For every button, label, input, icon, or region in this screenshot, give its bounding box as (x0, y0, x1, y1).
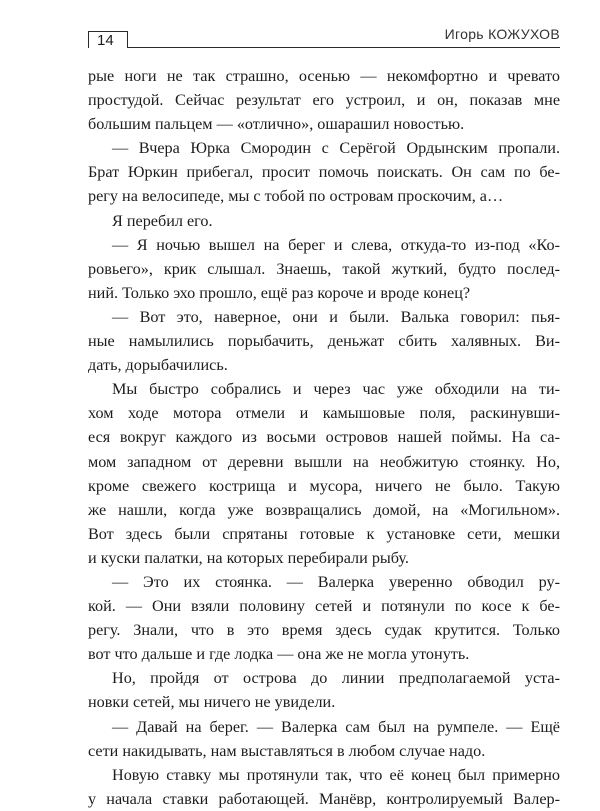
text-line: мом западном от деревни вышли на необжитую стоянку. Но, (88, 452, 560, 471)
text-line: дать, дорыбачились. (88, 356, 228, 375)
paragraph (88, 377, 560, 570)
text-line: ровьего», крик слышал. Знаешь, такой жуткий, будто послед- (88, 259, 560, 278)
text-line: сети накидывать, нам выставляться в любом случае надо. (88, 741, 486, 760)
paragraph (88, 305, 560, 377)
text-line: большим пальцем — «отлично», ошарашил новостью. (88, 115, 465, 134)
running-head: Игорь КОЖУХОВ (444, 26, 560, 42)
header-rule (88, 47, 560, 48)
page-header (88, 28, 560, 50)
text-line: — Вчера Юрка Смородин с Серёгой Ордынским пропали. (112, 139, 560, 158)
text-line: Вот здесь были спрятаны готовые к установке сети, мешки (88, 524, 560, 543)
text-line: же нашли, когда уже возвращались домой, на «Могильном». (88, 500, 560, 519)
text-line: еся вокруг каждого из восьми островов нашей поймы. На са- (88, 428, 560, 447)
page-number: 14 (88, 31, 128, 48)
text-line: Я перебил его. (112, 211, 213, 230)
paragraph (88, 763, 560, 811)
text-line: — Вот это, наверное, они и были. Валька говорил: пья- (112, 307, 560, 326)
body-text (88, 64, 560, 811)
text-line: — Я ночью вышел на берег и слева, откуда-то из-под «Ко- (112, 235, 560, 254)
text-line: и куски палатки, на которых перебирали рыбу. (88, 548, 409, 567)
text-line: простудой. Сейчас результат его устроил, и он, показав мне (88, 91, 560, 110)
paragraph (88, 64, 560, 136)
paragraph (88, 666, 560, 714)
text-line: — Давай на берег. — Валерка сам был на румпеле. — Ещё (112, 717, 560, 736)
text-line: рые ноги не так страшно, осенью — некомфортно и чревато (88, 67, 560, 85)
text-line: Но, пройдя от острова до линии предполагаемой уста- (112, 669, 560, 688)
text-line: у начала ставки работающей. Манёвр, контролируемый Валер- (88, 789, 560, 808)
text-line: Брат Юркин прибегал, просит помочь поискать. Он сам по бе- (88, 163, 560, 182)
text-line: кроме свежего кострища и мусора, ничего не было. Такую (88, 476, 560, 495)
text-line: новки сетей, мы ничего не увидели. (88, 693, 336, 712)
text-line: регу. Знали, что в это время здесь судак крутится. Только (88, 621, 560, 640)
text-line: вот что дальше и где лодка — она же не могла утонуть. (88, 645, 470, 664)
text-line: Новую ставку мы протянули так, что её конец был примерно (112, 765, 560, 784)
text-line: ний. Только эхо прошло, ещё раз короче и вроде конец? (88, 283, 471, 302)
text-line: кой. — Они взяли половину сетей и потянули по косе к бе- (88, 597, 560, 616)
text-line: — Это их стоянка. — Валерка уверенно обводил ру- (112, 572, 560, 591)
paragraph (88, 570, 560, 666)
text-line: регу на велосипеде, мы с тобой по островам проскочим, а… (88, 187, 504, 206)
paragraph (88, 715, 560, 763)
paragraph (88, 136, 560, 208)
text-line: хом ходе мотора отмели и камышовые поля, раскинувши- (88, 404, 560, 423)
paragraph (88, 209, 560, 233)
text-line: Мы быстро собрались и через час уже обходили на ти- (112, 380, 560, 399)
paragraph (88, 233, 560, 305)
text-line: ные намылились порыбачить, деньжат сбить халявных. Ви- (88, 332, 560, 351)
